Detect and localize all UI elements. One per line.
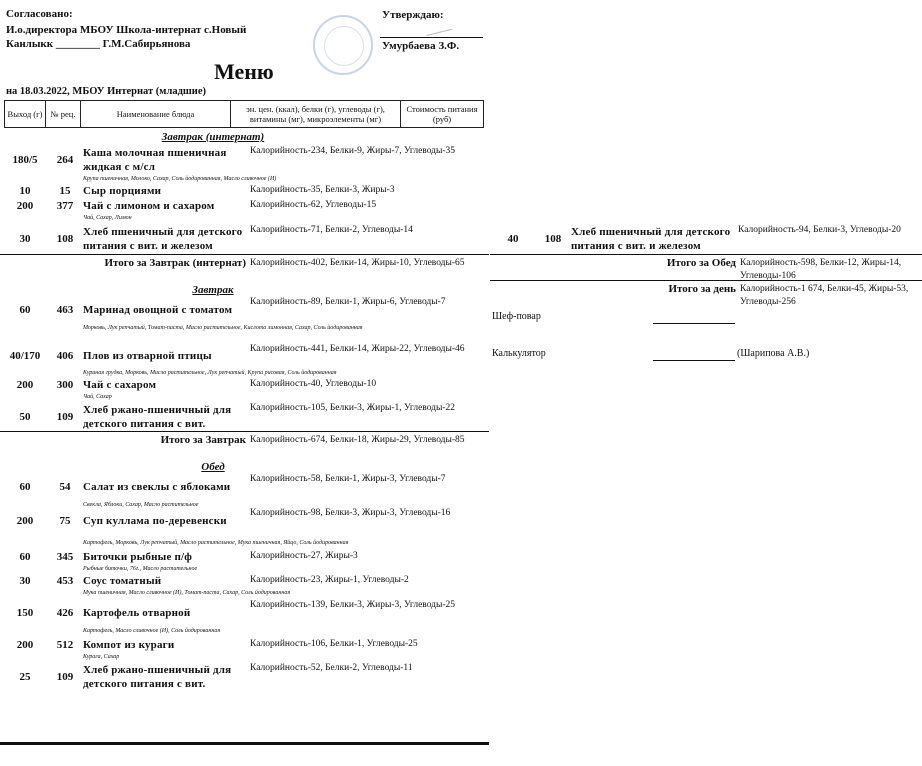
menu-item (0, 225, 490, 253)
item-nutrition: Калорийность-52, Белки-2, Углеводы-11 (250, 663, 413, 673)
item-name: Сыр порциями (83, 185, 162, 197)
calculator-name: (Шарипова А.В.) (737, 348, 810, 359)
menu-table-header (4, 100, 484, 128)
approve-label: Утверждаю: (382, 9, 444, 21)
item-nutrition: Калорийность-40, Углеводы-10 (250, 379, 377, 389)
section-total-nutrition: Калорийность-402, Белки-14, Жиры-10, Углеводы-65 (250, 258, 465, 268)
item-ingredients: Морковь, Лук репчатый, Томат-паста, Масло растительное, Кислота лимонная, Сахар, Соль йодированная (83, 325, 363, 331)
item-nutrition: Калорийность-71, Белки-2, Углеводы-14 (250, 225, 413, 235)
item-recipe-number: 54 (59, 481, 71, 493)
item-nutrition: Калорийность-98, Белки-3, Жиры-3, Углеводы-16 (250, 508, 451, 518)
item-yield: 60 (19, 551, 31, 563)
item-yield: 200 (16, 200, 34, 212)
item-recipe-number: 453 (56, 575, 74, 587)
menu-item (0, 146, 490, 184)
item-yield: 60 (19, 304, 31, 316)
agreed-label: Согласовано: (6, 8, 73, 20)
item-name: Хлеб пшеничный для детского питания с вит. и железом (571, 226, 731, 252)
item-nutrition: Калорийность-234, Белки-9, Жиры-7, Углеводы-35 (250, 146, 456, 156)
page-bottom-rule (0, 742, 489, 745)
item-nutrition: Калорийность-139, Белки-3, Жиры-3, Углеводы-25 (250, 600, 456, 610)
item-ingredients: Крупа пшеничная, Молоко, Сахар, Соль йодированная, Масло сливочное (И) (83, 176, 277, 182)
item-name: Соус томатный (83, 575, 162, 587)
section-title: Завтрак (интернат) (161, 131, 265, 143)
menu-item (0, 638, 490, 662)
menu-subtitle: на 18.03.2022, МБОУ Интернат (младшие) (6, 86, 206, 97)
menu-item (488, 225, 922, 253)
item-ingredients: Чай, Сахар (83, 394, 112, 400)
item-yield: 180/5 (12, 154, 38, 166)
item-ingredients: Свекла, Яблоки, Сахар, Масло растительное (83, 502, 199, 508)
col-dish-name: Наименование блюда (81, 101, 231, 128)
approve-signer: Умурбаева З.Ф. (382, 40, 460, 52)
item-ingredients: Рыбные биточки, 76г., Масло растительное (83, 566, 198, 572)
menu-item (0, 574, 490, 598)
page-title: Меню (214, 59, 274, 84)
item-name: Компот из кураги (83, 639, 175, 651)
day-total-nutrition: Калорийность-1 674, Белки-45, Жиры-53, Углеводы-256 (740, 284, 909, 307)
item-yield: 40/170 (9, 350, 41, 362)
item-nutrition: Калорийность-27, Жиры-3 (250, 551, 358, 561)
menu-item (0, 403, 490, 430)
section-total-label: Итого за Завтрак (160, 434, 246, 446)
item-recipe-number: 108 (544, 233, 562, 245)
item-name: Плов из отварной птицы (83, 350, 212, 362)
item-name: Суп куллама по-деревенски (83, 515, 227, 527)
item-nutrition: Калорийность-35, Белки-3, Жиры-3 (250, 185, 395, 195)
calculator-label: Калькулятор (492, 348, 546, 359)
item-nutrition: Калорийность-58, Белки-1, Жиры-3, Углеводы-7 (250, 474, 446, 484)
item-name: Картофель отварной (83, 607, 191, 619)
item-nutrition: Калорийность-89, Белки-1, Жиры-6, Углеводы-7 (250, 297, 446, 307)
menu-item (0, 199, 490, 223)
item-yield: 200 (16, 515, 34, 527)
item-name: Хлеб ржано-пшеничный для детского питания с вит. (83, 664, 232, 690)
col-cost: Стоимость питания (руб) (401, 101, 484, 128)
section-total-label: Итого за Завтрак (интернат) (104, 257, 246, 269)
item-yield: 10 (19, 185, 31, 197)
item-recipe-number: 15 (59, 185, 71, 197)
approve-signature-line (380, 37, 483, 38)
item-yield: 150 (16, 607, 34, 619)
item-recipe-number: 109 (56, 410, 74, 423)
item-name: Хлеб ржано-пшеничный для детского питания с вит. (83, 403, 232, 430)
item-name: Чай с сахаром (83, 379, 157, 391)
item-ingredients: Картофель, Масло сливочное (И), Соль йодированная (83, 628, 221, 634)
day-divider (490, 280, 922, 281)
item-yield: 60 (19, 481, 31, 493)
section-title: Завтрак (192, 284, 234, 296)
menu-item (0, 184, 490, 198)
item-name: Салат из свеклы с яблоками (83, 481, 231, 493)
calculator-signature-line (653, 360, 735, 361)
item-name: Биточки рыбные п/ф (83, 551, 193, 563)
menu-item (0, 550, 490, 574)
item-recipe-number: 300 (56, 379, 74, 391)
item-name: Каша молочная пшеничная жидкая с м/сл (83, 147, 227, 173)
item-yield: 30 (19, 233, 31, 245)
menu-item (0, 344, 490, 378)
col-nutrition: эн. цен. (ккал), белки (г), углеводы (г), витамины (мг), микроэлементы (мг) (231, 101, 401, 128)
item-recipe-number: 512 (56, 639, 74, 651)
day-total-label: Итого за день (668, 283, 736, 295)
section-total-nutrition: Калорийность-598, Белки-12, Жиры-14, Углеводы-106 (740, 258, 902, 281)
item-yield: 40 (507, 233, 519, 245)
item-yield: 25 (19, 671, 31, 683)
chef-label: Шеф-повар (492, 311, 541, 322)
item-recipe-number: 377 (56, 200, 74, 212)
item-nutrition: Калорийность-106, Белки-1, Углеводы-25 (250, 639, 418, 649)
item-yield: 200 (16, 639, 34, 651)
item-ingredients: Куриная грудка, Морковь, Масло растительное, Лук репчатый, Крупа рисовая, Соль йодированная (83, 370, 337, 376)
item-ingredients: Курага, Сахар (83, 654, 120, 660)
section-divider (0, 431, 489, 432)
agreed-position: И.о.директора МБОУ Школа-интернат с.Новый (6, 24, 247, 36)
menu-item (0, 600, 490, 636)
col-yield: Выход (г) (5, 101, 46, 128)
item-recipe-number: 264 (56, 154, 74, 166)
item-name: Хлеб пшеничный для детского питания с вит. и железом (83, 226, 243, 252)
item-recipe-number: 426 (56, 607, 74, 619)
item-ingredients: Мука пшеничная, Масло сливочное (И), Томат-паста, Сахар, Соль йодированная (83, 590, 291, 596)
item-nutrition: Калорийность-62, Углеводы-15 (250, 200, 377, 210)
item-name: Чай с лимоном и сахаром (83, 200, 215, 212)
item-ingredients: Картофель, Морковь, Лук репчатый, Масло растительное, Мука пшеничная, Яйцо, Соль йодированная (83, 540, 349, 546)
section-divider (0, 254, 489, 255)
item-recipe-number: 406 (56, 350, 74, 362)
section-total-label: Итого за Обед (666, 257, 736, 269)
menu-item (0, 663, 490, 691)
item-nutrition: Калорийность-105, Белки-3, Жиры-1, Углеводы-22 (250, 403, 456, 413)
item-nutrition: Калорийность-441, Белки-14, Жиры-22, Углеводы-46 (250, 344, 465, 354)
item-recipe-number: 75 (59, 515, 71, 527)
section-divider (490, 254, 922, 255)
item-recipe-number: 463 (56, 304, 74, 316)
item-name: Маринад овощной с томатом (83, 304, 233, 316)
item-yield: 200 (16, 379, 34, 391)
item-yield: 30 (19, 575, 31, 587)
chef-signature-line (653, 323, 735, 324)
section-total-nutrition: Калорийность-674, Белки-18, Жиры-29, Углеводы-85 (250, 435, 465, 445)
menu-item (0, 297, 490, 333)
item-nutrition: Калорийность-94, Белки-3, Углеводы-20 (738, 225, 901, 235)
item-recipe-number: 108 (56, 233, 74, 245)
menu-item (0, 378, 490, 402)
section-title: Обед (201, 461, 225, 473)
stamp-seal (313, 15, 373, 75)
item-nutrition: Калорийность-23, Жиры-1, Углеводы-2 (250, 575, 409, 585)
item-recipe-number: 109 (56, 671, 74, 683)
menu-item (0, 508, 490, 548)
col-recipe: № рец. (46, 101, 81, 128)
menu-item (0, 474, 490, 510)
item-yield: 50 (19, 410, 31, 423)
agreed-signer: Канлыкк ________ Г.М.Сабирьянова (6, 38, 191, 50)
item-recipe-number: 345 (56, 551, 74, 563)
signature-mark (424, 19, 452, 36)
item-ingredients: Чай, Сахар, Лимон (83, 215, 132, 221)
